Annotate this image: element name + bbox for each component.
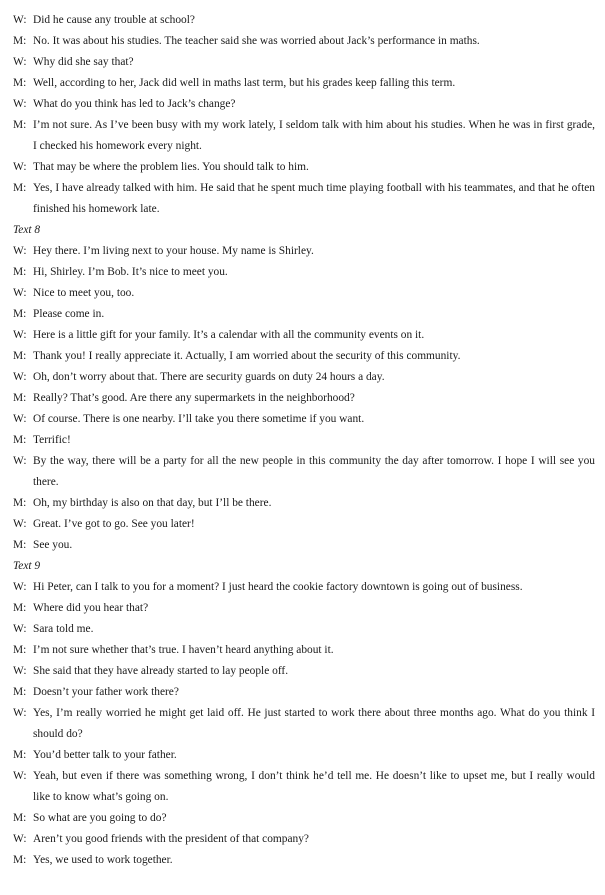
dialogue-text: Nice to meet you, too.	[33, 287, 135, 299]
speaker-label: W:	[13, 770, 27, 782]
dialogue-line	[13, 745, 595, 766]
dialogue-line	[13, 829, 595, 850]
dialogue-text: I’m not sure whether that’s true. I haven’t heard anything about it.	[33, 644, 334, 656]
speaker-label: W:	[13, 455, 27, 467]
dialogue-text: By the way, there will be a party for all the new people in this community the day after tomorrow. I hope I will see you there.	[33, 455, 595, 488]
speaker-label: W:	[13, 14, 27, 26]
speaker-label: W:	[13, 707, 27, 719]
dialogue-line	[13, 766, 595, 808]
dialogue-text: Why did she say that?	[33, 56, 134, 68]
dialogue-line	[13, 430, 595, 451]
dialogue-text: That may be where the problem lies. You should talk to him.	[33, 161, 309, 173]
dialogue-line	[13, 283, 595, 304]
speaker-label: W:	[13, 161, 27, 173]
speaker-label: M:	[13, 749, 27, 761]
speaker-label: M:	[13, 434, 27, 446]
dialogue-line	[13, 262, 595, 283]
dialogue-text: Thank you! I really appreciate it. Actually, I am worried about the security of this community.	[33, 350, 461, 362]
speaker-label: M:	[13, 308, 27, 320]
speaker-label: W:	[13, 518, 27, 530]
dialogue-line	[13, 703, 595, 745]
speaker-label: W:	[13, 833, 27, 845]
speaker-label: M:	[13, 539, 27, 551]
dialogue-line	[13, 493, 595, 514]
speaker-label: M:	[13, 77, 27, 89]
dialogue-text: Doesn’t your father work there?	[33, 686, 179, 698]
dialogue-text: Yes, we used to work together.	[33, 854, 173, 866]
dialogue-line	[13, 577, 595, 598]
dialogue-text: Oh, don’t worry about that. There are security guards on duty 24 hours a day.	[33, 371, 385, 383]
dialogue-transcript	[13, 10, 595, 871]
dialogue-text: Oh, my birthday is also on that day, but I’ll be there.	[33, 497, 272, 509]
dialogue-text: Sara told me.	[33, 623, 94, 635]
speaker-label: W:	[13, 581, 27, 593]
speaker-label: M:	[13, 644, 27, 656]
speaker-label: W:	[13, 329, 27, 341]
dialogue-text: Aren’t you good friends with the president of that company?	[33, 833, 309, 845]
dialogue-text: Yes, I have already talked with him. He said that he spent much time playing football with his teammates, and that he often finished his homework late.	[33, 182, 595, 215]
dialogue-line	[13, 157, 595, 178]
speaker-label: M:	[13, 602, 27, 614]
dialogue-line	[13, 661, 595, 682]
dialogue-text: Hi Peter, can I talk to you for a moment? I just heard the cookie factory downtown is going out of business.	[33, 581, 523, 593]
dialogue-line	[13, 808, 595, 829]
dialogue-line	[13, 367, 595, 388]
dialogue-text: You’d better talk to your father.	[33, 749, 177, 761]
speaker-label: W:	[13, 371, 27, 383]
dialogue-text: Great. I’ve got to go. See you later!	[33, 518, 195, 530]
section-heading: Text 8	[13, 224, 41, 236]
dialogue-line	[13, 346, 595, 367]
dialogue-text: Where did you hear that?	[33, 602, 149, 614]
dialogue-text: Please come in.	[33, 308, 105, 320]
speaker-label: W:	[13, 287, 27, 299]
dialogue-text: Terrific!	[33, 434, 71, 446]
speaker-label: M:	[13, 266, 27, 278]
speaker-label: M:	[13, 35, 27, 47]
dialogue-text: Well, according to her, Jack did well in maths last term, but his grades keep falling this term.	[33, 77, 456, 89]
dialogue-text: No. It was about his studies. The teacher said she was worried about Jack’s performance in maths.	[33, 35, 480, 47]
speaker-label: W:	[13, 98, 27, 110]
dialogue-line	[13, 682, 595, 703]
dialogue-text: Here is a little gift for your family. It’s a calendar with all the community events on it.	[33, 329, 425, 341]
dialogue-line	[13, 850, 595, 871]
speaker-label: W:	[13, 56, 27, 68]
speaker-label: M:	[13, 119, 27, 131]
dialogue-text: She said that they have already started to lay people off.	[33, 665, 289, 677]
speaker-label: W:	[13, 623, 27, 635]
dialogue-text: I’m not sure. As I’ve been busy with my work lately, I seldom talk with him about his studies. When he was in first grade, I checked his homework every night.	[33, 119, 595, 152]
dialogue-line	[13, 10, 595, 31]
section-heading: Text 9	[13, 560, 41, 572]
dialogue-line	[13, 52, 595, 73]
speaker-label: W:	[13, 245, 27, 257]
dialogue-line	[13, 388, 595, 409]
dialogue-text: Hi, Shirley. I’m Bob. It’s nice to meet you.	[33, 266, 228, 278]
dialogue-line	[13, 619, 595, 640]
dialogue-text: Really? That’s good. Are there any supermarkets in the neighborhood?	[33, 392, 355, 404]
dialogue-line	[13, 451, 595, 493]
dialogue-line	[13, 409, 595, 430]
speaker-label: M:	[13, 686, 27, 698]
dialogue-line	[13, 94, 595, 115]
dialogue-line	[13, 325, 595, 346]
speaker-label: M:	[13, 812, 27, 824]
speaker-label: M:	[13, 350, 27, 362]
dialogue-line	[13, 241, 595, 262]
dialogue-text: Of course. There is one nearby. I’ll take you there sometime if you want.	[33, 413, 365, 425]
speaker-label: M:	[13, 392, 27, 404]
speaker-label: W:	[13, 413, 27, 425]
dialogue-text: So what are you going to do?	[33, 812, 167, 824]
dialogue-text: Hey there. I’m living next to your house. My name is Shirley.	[33, 245, 314, 257]
speaker-label: M:	[13, 182, 27, 194]
dialogue-text: Did he cause any trouble at school?	[33, 14, 195, 26]
speaker-label: M:	[13, 854, 27, 866]
dialogue-text: Yeah, but even if there was something wrong, I don’t think he’d tell me. He doesn’t like to upset me, but I really would like to know what’s going on.	[33, 770, 595, 803]
dialogue-line	[13, 178, 595, 220]
dialogue-line	[13, 115, 595, 157]
dialogue-line	[13, 598, 595, 619]
dialogue-line	[13, 304, 595, 325]
dialogue-line	[13, 73, 595, 94]
dialogue-line	[13, 535, 595, 556]
dialogue-line	[13, 514, 595, 535]
dialogue-text: Yes, I’m really worried he might get laid off. He just started to work there about three months ago. What do you think I should do?	[33, 707, 595, 740]
dialogue-text: See you.	[33, 539, 73, 551]
speaker-label: M:	[13, 497, 27, 509]
dialogue-line	[13, 640, 595, 661]
speaker-label: W:	[13, 665, 27, 677]
dialogue-line	[13, 31, 595, 52]
dialogue-text: What do you think has led to Jack’s change?	[33, 98, 236, 110]
